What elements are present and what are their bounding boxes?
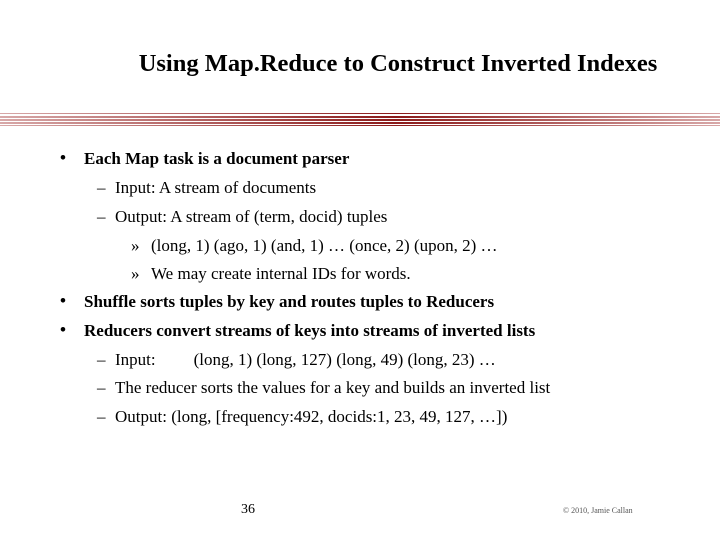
slide-title: Using Map.Reduce to Construct Inverted Indexes — [138, 50, 658, 77]
subsub-item-internal-ids — [131, 264, 411, 284]
bullet-map-task: Each Map task is a document parser — [84, 149, 350, 168]
sub-item-label: Input: — [115, 350, 156, 369]
bullet-shuffle: Shuffle sorts tuples by key and routes tuples to Reducers — [84, 292, 495, 311]
subsub-item-tuples — [131, 236, 498, 256]
sub-item-map-output — [97, 207, 387, 227]
sub-item-text: (long, 1) (long, 127) (long, 49) (long, 23) … — [193, 350, 496, 369]
bullet-marker: • — [60, 291, 66, 310]
bullet-reducers: Reducers convert streams of keys into streams of inverted lists — [84, 321, 536, 340]
sub-item-reduce-input — [97, 350, 496, 370]
sub-item-reduce-output — [97, 407, 507, 427]
dash-marker: – — [97, 207, 106, 226]
sub-item-text: The reducer sorts the values for a key and builds an inverted list — [115, 378, 551, 397]
sub-item-text: Output: A stream of (term, docid) tuples — [115, 207, 388, 226]
bullet-marker: • — [60, 148, 66, 167]
dash-marker: – — [97, 407, 106, 426]
subsub-item-text: We may create internal IDs for words. — [151, 264, 411, 283]
bullet-marker: • — [60, 320, 66, 339]
page-number: 36 — [241, 502, 255, 517]
sub-item-reducer-sorts — [97, 378, 550, 398]
title-divider — [0, 112, 720, 128]
raquo-marker: » — [131, 264, 140, 283]
subsub-item-text: (long, 1) (ago, 1) (and, 1) … (once, 2) (upon, 2) … — [151, 236, 498, 255]
dash-marker: – — [97, 178, 106, 197]
copyright-notice: © 2010, Jamie Callan — [563, 506, 633, 515]
raquo-marker: » — [131, 236, 140, 255]
sub-item-map-input — [97, 178, 316, 198]
sub-item-text: Output: (long, [frequency:492, docids:1, 23, 49, 127, …]) — [115, 407, 508, 426]
dash-marker: – — [97, 350, 106, 369]
dash-marker: – — [97, 378, 106, 397]
sub-item-text: Input: A stream of documents — [115, 178, 317, 197]
